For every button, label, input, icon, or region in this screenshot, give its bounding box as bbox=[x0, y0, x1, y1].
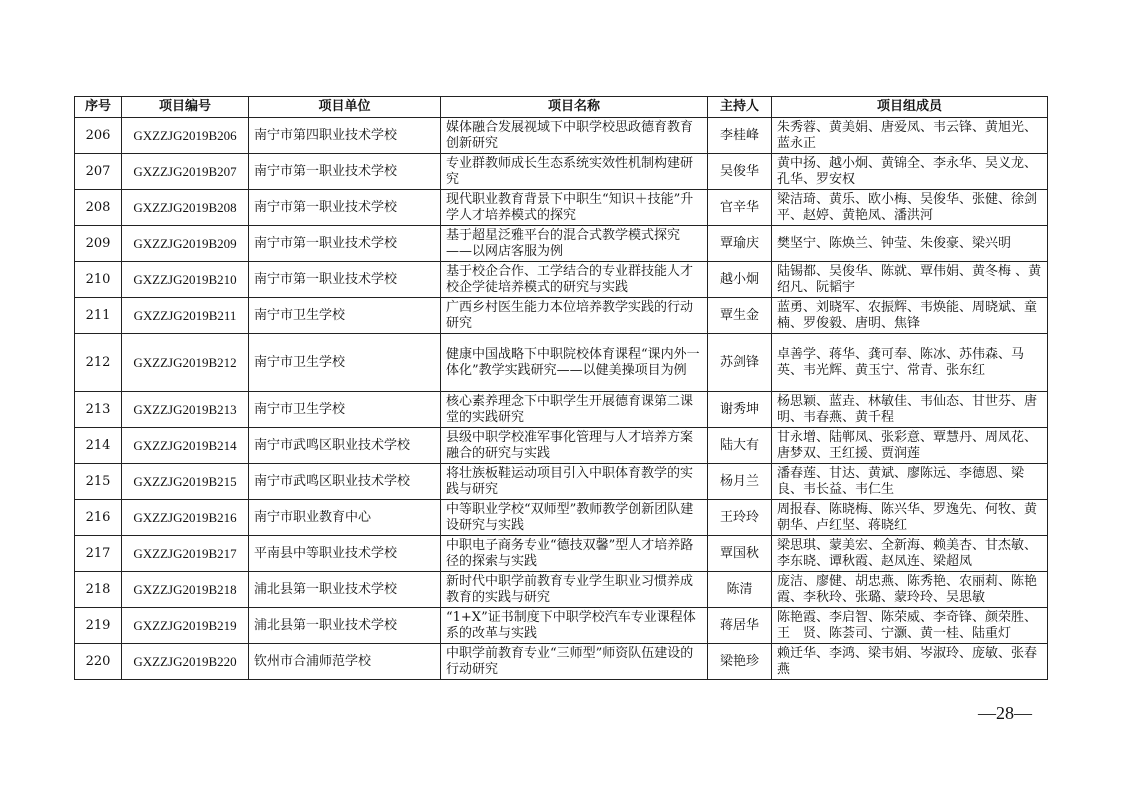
project-name: 广西乡村医生能力本位培养教学实践的行动研究 bbox=[441, 298, 708, 334]
project-unit: 南宁市第四职业技术学校 bbox=[249, 118, 441, 154]
table-row bbox=[75, 118, 1048, 154]
header-unit: 项目单位 bbox=[249, 97, 441, 118]
project-name: 将壮族板鞋运动项目引入中职体育教学的实践与研究 bbox=[441, 464, 708, 500]
project-code: GXZZJG2019B213 bbox=[122, 392, 249, 428]
project-host: 苏剑锋 bbox=[708, 334, 772, 392]
project-members: 朱秀蓉、黄美娟、唐爱凤、韦云锋、黄旭光、蓝永正 bbox=[772, 118, 1048, 154]
project-host: 官辛华 bbox=[708, 190, 772, 226]
project-code: GXZZJG2019B209 bbox=[122, 226, 249, 262]
project-unit: 浦北县第一职业技术学校 bbox=[249, 572, 441, 608]
project-unit: 浦北县第一职业技术学校 bbox=[249, 608, 441, 644]
row-number: 210 bbox=[75, 262, 122, 298]
project-members: 杨思颖、蓝垚、林敏佳、韦仙态、甘世芬、唐明、韦春燕、黄千程 bbox=[772, 392, 1048, 428]
project-unit: 南宁市武鸣区职业技术学校 bbox=[249, 428, 441, 464]
project-unit: 南宁市武鸣区职业技术学校 bbox=[249, 464, 441, 500]
project-members: 陈艳霞、李启智、陈荣威、李奇锋、颜荣胜、王 贤、陈荟司、宁灏、黄一桂、陆重灯 bbox=[772, 608, 1048, 644]
project-code: GXZZJG2019B216 bbox=[122, 500, 249, 536]
row-number: 218 bbox=[75, 572, 122, 608]
row-number: 217 bbox=[75, 536, 122, 572]
project-code: GXZZJG2019B211 bbox=[122, 298, 249, 334]
row-number: 213 bbox=[75, 392, 122, 428]
row-number: 212 bbox=[75, 334, 122, 392]
table-row bbox=[75, 154, 1048, 190]
table-row bbox=[75, 226, 1048, 262]
project-members: 周报春、陈晓梅、陈兴华、罗逸先、何牧、黄朝华、卢红坚、蒋晓红 bbox=[772, 500, 1048, 536]
row-number: 207 bbox=[75, 154, 122, 190]
table-row bbox=[75, 464, 1048, 500]
project-code: GXZZJG2019B210 bbox=[122, 262, 249, 298]
project-code: GXZZJG2019B220 bbox=[122, 644, 249, 680]
table-row bbox=[75, 500, 1048, 536]
project-name: 健康中国战略下中职院校体育课程“课内外一体化”教学实践研究——以健美操项目为例 bbox=[441, 334, 708, 392]
project-unit: 平南县中等职业技术学校 bbox=[249, 536, 441, 572]
project-unit: 南宁市卫生学校 bbox=[249, 334, 441, 392]
project-unit: 南宁市第一职业技术学校 bbox=[249, 190, 441, 226]
project-code: GXZZJG2019B219 bbox=[122, 608, 249, 644]
table-row bbox=[75, 392, 1048, 428]
project-host: 王玲玲 bbox=[708, 500, 772, 536]
project-unit: 南宁市卫生学校 bbox=[249, 298, 441, 334]
table-header bbox=[75, 97, 1048, 118]
row-number: 206 bbox=[75, 118, 122, 154]
project-members: 黄中扬、越小炯、黄锦全、李永华、吴义龙、孔华、罗安权 bbox=[772, 154, 1048, 190]
project-host: 吴俊华 bbox=[708, 154, 772, 190]
project-code: GXZZJG2019B217 bbox=[122, 536, 249, 572]
project-name: 县级中职学校准军事化管理与人才培养方案融合的研究与实践 bbox=[441, 428, 708, 464]
table-body bbox=[75, 118, 1048, 680]
table-row bbox=[75, 428, 1048, 464]
table-row bbox=[75, 644, 1048, 680]
project-members: 樊坚宁、陈焕兰、钟莹、朱俊豪、梁兴明 bbox=[772, 226, 1048, 262]
project-name: 中职学前教育专业“三师型”师资队伍建设的行动研究 bbox=[441, 644, 708, 680]
row-number: 208 bbox=[75, 190, 122, 226]
project-host: 谢秀坤 bbox=[708, 392, 772, 428]
project-host: 李桂峰 bbox=[708, 118, 772, 154]
project-host: 陈清 bbox=[708, 572, 772, 608]
project-host: 杨月兰 bbox=[708, 464, 772, 500]
row-number: 214 bbox=[75, 428, 122, 464]
project-name: 新时代中职学前教育专业学生职业习惯养成教育的实践与研究 bbox=[441, 572, 708, 608]
project-code: GXZZJG2019B215 bbox=[122, 464, 249, 500]
project-members: 潘春莲、甘达、黄斌、廖陈远、李德恩、梁良、韦长益、韦仁生 bbox=[772, 464, 1048, 500]
project-members: 庞洁、廖健、胡忠燕、陈秀艳、农丽莉、陈艳霞、李秋玲、张璐、蒙玲玲、吴思敏 bbox=[772, 572, 1048, 608]
project-host: 覃生金 bbox=[708, 298, 772, 334]
table-row bbox=[75, 298, 1048, 334]
project-name: 基于校企合作、工学结合的专业群技能人才校企学徒培养模式的研究与实践 bbox=[441, 262, 708, 298]
project-members: 陆锡都、吴俊华、陈就、覃伟娟、黄冬梅 、黄绍凡、阮韬宇 bbox=[772, 262, 1048, 298]
table-row bbox=[75, 572, 1048, 608]
page-number: —28— bbox=[978, 703, 1032, 723]
header-host: 主持人 bbox=[708, 97, 772, 118]
table-row bbox=[75, 190, 1048, 226]
table-row bbox=[75, 536, 1048, 572]
project-members: 梁思琪、蒙美宏、全新海、赖美杏、甘杰敏、李东晓、谭秋霞、赵凤连、梁超凤 bbox=[772, 536, 1048, 572]
project-name: 基于超星泛雅平台的混合式教学模式探究——以网店客服为例 bbox=[441, 226, 708, 262]
header-name: 项目名称 bbox=[441, 97, 708, 118]
project-host: 覃瑜庆 bbox=[708, 226, 772, 262]
project-code: GXZZJG2019B218 bbox=[122, 572, 249, 608]
project-host: 梁艳珍 bbox=[708, 644, 772, 680]
row-number: 219 bbox=[75, 608, 122, 644]
row-number: 209 bbox=[75, 226, 122, 262]
project-unit: 钦州市合浦师范学校 bbox=[249, 644, 441, 680]
project-code: GXZZJG2019B207 bbox=[122, 154, 249, 190]
project-name: 现代职业教育背景下中职生“知识＋技能”升学人才培养模式的探究 bbox=[441, 190, 708, 226]
project-code: GXZZJG2019B212 bbox=[122, 334, 249, 392]
project-members: 赖迁华、李鸿、梁韦娟、岑淑玲、庞敏、张春燕 bbox=[772, 644, 1048, 680]
row-number: 211 bbox=[75, 298, 122, 334]
table-row bbox=[75, 608, 1048, 644]
project-host: 覃国秋 bbox=[708, 536, 772, 572]
project-members: 梁洁琦、黄乐、欧小梅、吴俊华、张健、徐剑平、赵婷、黄艳凤、潘洪河 bbox=[772, 190, 1048, 226]
project-unit: 南宁市职业教育中心 bbox=[249, 500, 441, 536]
project-members: 甘永增、陆郸凤、张彩意、覃慧丹、周凤花、唐梦双、王红援、贾润莲 bbox=[772, 428, 1048, 464]
project-host: 陆大有 bbox=[708, 428, 772, 464]
header-code: 项目编号 bbox=[122, 97, 249, 118]
project-unit: 南宁市第一职业技术学校 bbox=[249, 262, 441, 298]
table-row bbox=[75, 334, 1048, 392]
project-host: 蒋居华 bbox=[708, 608, 772, 644]
project-name: “1+X”证书制度下中职学校汽车专业课程体系的改革与实践 bbox=[441, 608, 708, 644]
header-members: 项目组成员 bbox=[772, 97, 1048, 118]
project-members: 卓善学、蒋华、龚可奉、陈冰、苏伟森、马英、韦光辉、黄玉宁、常青、张东红 bbox=[772, 334, 1048, 392]
project-name: 核心素养理念下中职学生开展德育课第二课堂的实践研究 bbox=[441, 392, 708, 428]
project-unit: 南宁市第一职业技术学校 bbox=[249, 154, 441, 190]
row-number: 215 bbox=[75, 464, 122, 500]
project-code: GXZZJG2019B208 bbox=[122, 190, 249, 226]
project-host: 越小炯 bbox=[708, 262, 772, 298]
header-no: 序号 bbox=[75, 97, 122, 118]
project-name: 专业群教师成长生态系统实效性机制构建研究 bbox=[441, 154, 708, 190]
project-unit: 南宁市卫生学校 bbox=[249, 392, 441, 428]
project-code: GXZZJG2019B206 bbox=[122, 118, 249, 154]
row-number: 216 bbox=[75, 500, 122, 536]
project-unit: 南宁市第一职业技术学校 bbox=[249, 226, 441, 262]
project-name: 媒体融合发展视域下中职学校思政德育教育创新研究 bbox=[441, 118, 708, 154]
project-name: 中等职业学校“双师型”教师教学创新团队建设研究与实践 bbox=[441, 500, 708, 536]
header-row bbox=[75, 97, 1048, 118]
project-code: GXZZJG2019B214 bbox=[122, 428, 249, 464]
project-table bbox=[74, 96, 1048, 680]
table-row bbox=[75, 262, 1048, 298]
project-name: 中职电子商务专业“德技双馨”型人才培养路径的探索与实践 bbox=[441, 536, 708, 572]
project-members: 蓝勇、刘晓军、农振辉、韦焕能、周晓斌、童楠、罗俊毅、唐明、焦锋 bbox=[772, 298, 1048, 334]
row-number: 220 bbox=[75, 644, 122, 680]
